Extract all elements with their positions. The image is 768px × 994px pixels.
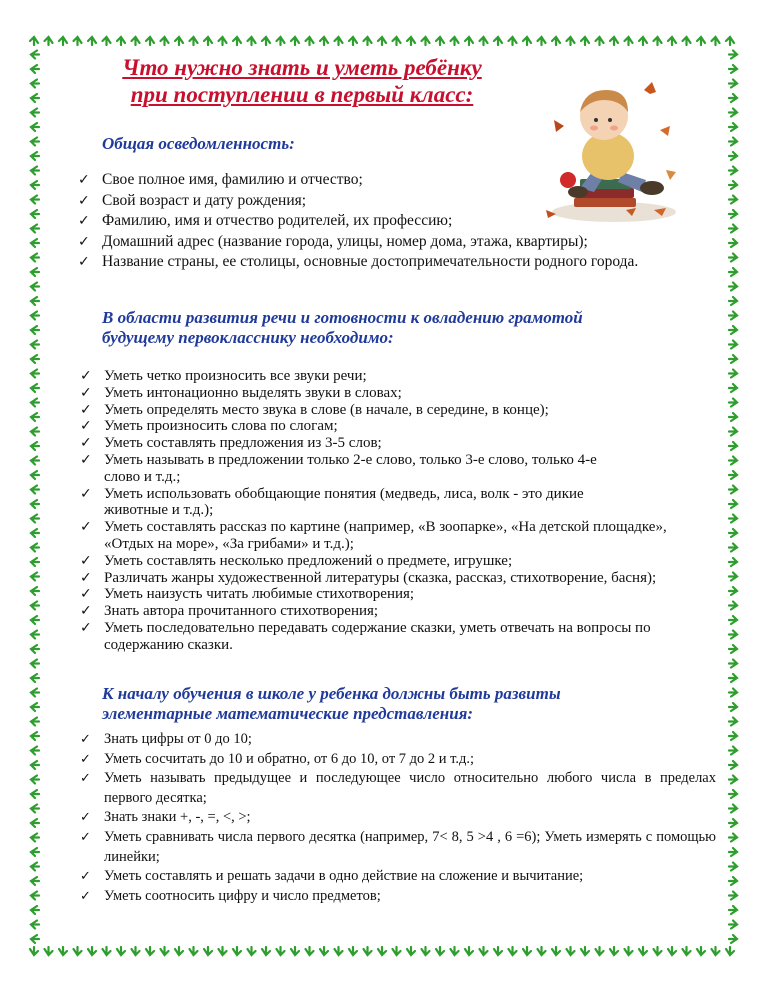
border-tick <box>729 529 737 537</box>
border-tick <box>729 587 737 595</box>
border-tick <box>729 283 737 291</box>
border-tick <box>729 384 737 392</box>
border-tick <box>31 413 39 421</box>
border-tick <box>31 703 39 711</box>
border-tick <box>639 947 647 955</box>
border-tick <box>31 645 39 653</box>
border-tick <box>31 819 39 827</box>
border-tick <box>729 718 737 726</box>
border-tick <box>31 297 39 305</box>
border-tick <box>729 500 737 508</box>
border-tick <box>74 37 82 45</box>
border-tick <box>190 37 198 45</box>
border-tick <box>509 37 517 45</box>
border-tick <box>31 529 39 537</box>
border-tick <box>729 935 737 943</box>
border-tick <box>729 370 737 378</box>
border-tick <box>610 947 618 955</box>
border-tick <box>581 37 589 45</box>
border-tick <box>59 37 67 45</box>
border-tick <box>31 689 39 697</box>
border-tick <box>31 312 39 320</box>
border-tick <box>625 947 633 955</box>
border-tick <box>146 37 154 45</box>
border-tick <box>31 384 39 392</box>
border-tick <box>31 848 39 856</box>
list-item: ✓ Уметь произносить слова по слогам; <box>80 418 338 435</box>
border-tick <box>291 37 299 45</box>
border-tick <box>552 37 560 45</box>
border-tick <box>31 863 39 871</box>
border-tick <box>729 268 737 276</box>
border-tick <box>729 544 737 552</box>
border-tick <box>378 37 386 45</box>
border-tick <box>31 573 39 581</box>
checkmark-icon: ✓ <box>80 869 91 885</box>
list-item: ✓ Уметь соотносить цифру и число предметов; <box>80 887 716 907</box>
border-tick <box>291 947 299 955</box>
speech-development-list <box>80 368 680 654</box>
list-item: ✓ Домашний адрес (название города, улицы, номер дома, этажа, квартиры); <box>78 232 698 253</box>
border-tick <box>668 947 676 955</box>
checkmark-icon: ✓ <box>80 569 92 586</box>
border-tick <box>132 37 140 45</box>
border-tick <box>610 37 618 45</box>
list-item: ✓ Различать жанры художественной литературы (сказка, рассказ, стихотворение, басня); <box>80 569 657 586</box>
border-tick <box>31 225 39 233</box>
border-tick <box>422 947 430 955</box>
border-tick <box>697 37 705 45</box>
border-tick <box>204 37 212 45</box>
border-tick <box>74 947 82 955</box>
border-tick <box>306 947 314 955</box>
border-tick <box>31 500 39 508</box>
checkmark-icon: ✓ <box>80 603 92 620</box>
border-tick <box>729 747 737 755</box>
border-tick <box>31 587 39 595</box>
border-tick <box>712 37 720 45</box>
list-item: ✓ Уметь называть в предложении только 2-е слово, только 3-е слово, только 4-е слово и т.д.; <box>80 451 597 485</box>
section-heading-general-awareness: Общая осведомленность: <box>102 134 295 153</box>
checkmark-icon: ✓ <box>80 368 92 384</box>
border-tick <box>729 558 737 566</box>
border-tick <box>729 225 737 233</box>
border-tick <box>349 947 357 955</box>
border-tick <box>31 80 39 88</box>
border-tick <box>729 892 737 900</box>
border-tick <box>146 947 154 955</box>
border-tick <box>494 37 502 45</box>
border-tick <box>31 138 39 146</box>
list-item: ✓ Уметь четко произносить все звуки речи; <box>80 368 367 384</box>
border-tick <box>335 947 343 955</box>
border-tick <box>393 37 401 45</box>
border-tick <box>31 906 39 914</box>
border-tick <box>712 947 720 955</box>
checkmark-icon: ✓ <box>78 172 90 188</box>
border-tick <box>538 947 546 955</box>
border-tick <box>625 37 633 45</box>
border-tick <box>729 167 737 175</box>
border-tick <box>190 947 198 955</box>
list-item: ✓ Уметь составлять несколько предложений о предмете, игрушке; <box>80 552 513 569</box>
border-tick <box>31 515 39 523</box>
border-tick <box>509 947 517 955</box>
border-tick <box>729 819 737 827</box>
border-tick <box>596 947 604 955</box>
border-tick <box>31 268 39 276</box>
border-tick <box>277 947 285 955</box>
list-item: ✓ Уметь последовательно передавать содержание сказки, уметь отвечать на вопросы по содержанию сказки. <box>80 619 651 653</box>
checkmark-icon: ✓ <box>80 586 92 603</box>
checkmark-icon: ✓ <box>78 233 90 250</box>
border-tick <box>233 947 241 955</box>
border-tick <box>729 442 737 450</box>
checkmark-icon: ✓ <box>80 418 92 435</box>
border-tick <box>436 37 444 45</box>
list-item: ✓ Уметь использовать обобщающие понятия (медведь, лиса, волк - это дикие животные и т.д.); <box>80 485 584 519</box>
border-tick <box>581 947 589 955</box>
border-tick <box>31 239 39 247</box>
border-tick <box>31 935 39 943</box>
border-tick <box>117 947 125 955</box>
list-item: ✓ Знать автора прочитанного стихотворения; <box>80 603 379 620</box>
checkmark-icon: ✓ <box>80 771 91 787</box>
checkmark-icon: ✓ <box>80 829 91 845</box>
border-tick <box>683 37 691 45</box>
border-tick <box>480 947 488 955</box>
border-tick <box>729 65 737 73</box>
border-tick <box>523 37 531 45</box>
list-item: ✓ Уметь определять место звука в слове (в начале, в середине, в конце); <box>80 401 549 418</box>
border-tick <box>175 37 183 45</box>
border-tick <box>248 947 256 955</box>
list-item: ✓ Уметь сравнивать числа первого десятка (например, 7< 8, 5 >4 , 6 =6); Уметь измерять с помощью линейки; <box>80 828 716 865</box>
border-tick <box>567 37 575 45</box>
border-tick <box>393 947 401 955</box>
list-item: ✓ Уметь составлять и решать задачи в одно действие на сложение и вычитание; <box>80 867 716 887</box>
border-tick <box>31 152 39 160</box>
list-item: ✓ Знать цифры от 0 до 10; <box>80 730 716 750</box>
border-tick <box>88 947 96 955</box>
border-tick <box>729 906 737 914</box>
border-tick <box>407 947 415 955</box>
border-tick <box>31 341 39 349</box>
border-tick <box>465 37 473 45</box>
border-tick <box>729 457 737 465</box>
border-tick <box>364 37 372 45</box>
border-tick <box>31 558 39 566</box>
border-tick <box>59 947 67 955</box>
border-tick <box>31 65 39 73</box>
section-heading-speech-development: В области развития речи и готовности к овладению грамотой будущему первокласснику необходимо: <box>102 308 583 347</box>
list-item: ✓ Уметь наизусть читать любимые стихотворения; <box>80 586 415 603</box>
border-tick <box>31 761 39 769</box>
border-tick <box>697 947 705 955</box>
border-tick <box>668 37 676 45</box>
border-tick <box>31 660 39 668</box>
border-tick <box>729 805 737 813</box>
border-tick <box>219 37 227 45</box>
border-tick <box>31 109 39 117</box>
border-tick <box>378 947 386 955</box>
border-tick <box>729 471 737 479</box>
border-tick <box>451 37 459 45</box>
border-tick <box>262 37 270 45</box>
list-item: ✓ Уметь называть предыдущее и последующее число относительно любого числа в пределах первого десятка; <box>80 770 716 806</box>
border-tick <box>31 123 39 131</box>
border-tick <box>132 947 140 955</box>
border-tick <box>30 37 38 45</box>
border-tick <box>729 254 737 262</box>
border-tick <box>161 37 169 45</box>
border-tick <box>726 37 734 45</box>
list-item: ✓ Фамилию, имя и отчество родителей, их профессию; <box>78 211 698 232</box>
border-tick <box>31 674 39 682</box>
border-tick <box>31 486 39 494</box>
border-tick <box>729 602 737 610</box>
border-tick <box>729 94 737 102</box>
border-tick <box>480 37 488 45</box>
border-tick <box>161 947 169 955</box>
border-tick <box>729 761 737 769</box>
border-tick <box>117 37 125 45</box>
border-tick <box>31 326 39 334</box>
border-tick <box>233 37 241 45</box>
checkmark-icon: ✓ <box>80 751 91 767</box>
border-tick <box>729 732 737 740</box>
border-tick <box>729 138 737 146</box>
border-tick <box>31 370 39 378</box>
border-tick <box>729 776 737 784</box>
border-tick <box>306 37 314 45</box>
border-tick <box>729 312 737 320</box>
border-tick <box>31 51 39 59</box>
checkmark-icon: ✓ <box>80 485 92 502</box>
border-tick <box>726 947 734 955</box>
border-tick <box>729 645 737 653</box>
border-tick <box>31 181 39 189</box>
border-tick <box>729 428 737 436</box>
border-tick <box>31 747 39 755</box>
border-tick <box>31 805 39 813</box>
border-tick <box>567 947 575 955</box>
checkmark-icon: ✓ <box>80 519 92 536</box>
border-tick <box>335 37 343 45</box>
border-tick <box>45 947 53 955</box>
list-item: ✓ Знать знаки +, -, =, <, >; <box>80 808 716 828</box>
border-tick <box>31 457 39 465</box>
border-tick <box>552 947 560 955</box>
border-tick <box>219 947 227 955</box>
general-awareness-list <box>78 170 698 273</box>
checkmark-icon: ✓ <box>80 401 92 418</box>
border-tick <box>31 196 39 204</box>
border-tick <box>729 152 737 160</box>
border-tick <box>729 703 737 711</box>
border-tick <box>465 947 473 955</box>
border-tick <box>31 790 39 798</box>
border-tick <box>729 210 737 218</box>
border-tick <box>31 442 39 450</box>
border-tick <box>31 167 39 175</box>
border-tick <box>262 947 270 955</box>
checkmark-icon: ✓ <box>80 552 92 569</box>
border-tick <box>88 37 96 45</box>
border-tick <box>729 486 737 494</box>
list-item: ✓ Уметь составлять рассказ по картине (например, «В зоопарке», «На детской площадке», «Отдых на море», «За грибами» и т.д.); <box>80 519 667 552</box>
border-tick <box>31 877 39 885</box>
border-tick <box>729 326 737 334</box>
checkmark-icon: ✓ <box>80 451 92 468</box>
border-tick <box>729 341 737 349</box>
border-tick <box>31 283 39 291</box>
checkmark-icon: ✓ <box>80 810 91 826</box>
border-tick <box>729 413 737 421</box>
border-tick <box>31 355 39 363</box>
border-tick <box>31 732 39 740</box>
border-tick <box>729 196 737 204</box>
title-line-2: при поступлении в первый класс: <box>130 82 474 107</box>
border-tick <box>407 37 415 45</box>
border-tick <box>31 834 39 842</box>
border-tick <box>45 37 53 45</box>
page-title <box>62 54 542 108</box>
border-tick <box>31 254 39 262</box>
checkmark-icon: ✓ <box>78 192 90 209</box>
border-tick <box>494 947 502 955</box>
border-tick <box>436 947 444 955</box>
border-tick <box>103 947 111 955</box>
border-tick <box>729 674 737 682</box>
border-tick <box>31 210 39 218</box>
border-tick <box>277 37 285 45</box>
border-tick <box>729 123 737 131</box>
list-item: ✓ Уметь сосчитать до 10 и обратно, от 6 до 10, от 7 до 2 и т.д.; <box>80 750 716 770</box>
border-tick <box>31 718 39 726</box>
border-tick <box>422 37 430 45</box>
border-tick <box>683 947 691 955</box>
border-tick <box>729 921 737 929</box>
border-tick <box>31 471 39 479</box>
section-heading-math-concepts: К началу обучения в школе у ребенка должны быть развиты элементарные математические представления: <box>102 684 561 723</box>
border-tick <box>596 37 604 45</box>
border-tick <box>31 399 39 407</box>
border-tick <box>538 37 546 45</box>
border-tick <box>175 947 183 955</box>
border-tick <box>729 689 737 697</box>
border-tick <box>729 616 737 624</box>
border-tick <box>639 37 647 45</box>
border-tick <box>320 947 328 955</box>
border-tick <box>729 573 737 581</box>
checkmark-icon: ✓ <box>80 384 92 401</box>
border-tick <box>729 181 737 189</box>
border-tick <box>31 544 39 552</box>
border-tick <box>729 631 737 639</box>
border-tick <box>31 602 39 610</box>
border-tick <box>204 947 212 955</box>
border-tick <box>729 863 737 871</box>
checkmark-icon: ✓ <box>80 619 92 636</box>
title-line-1: Что нужно знать и уметь ребёнку <box>122 55 482 80</box>
border-tick <box>30 947 38 955</box>
list-item: ✓ Название страны, ее столицы, основные достопримечательности родного города. <box>78 252 698 273</box>
border-tick <box>729 80 737 88</box>
border-tick <box>729 660 737 668</box>
border-tick <box>729 297 737 305</box>
border-tick <box>31 631 39 639</box>
list-item: ✓ Свое полное имя, фамилию и отчество; <box>78 170 698 191</box>
border-tick <box>31 428 39 436</box>
list-item: ✓ Уметь интонационно выделять звуки в словах; <box>80 384 402 401</box>
border-tick <box>729 239 737 247</box>
border-tick <box>349 37 357 45</box>
border-tick <box>31 921 39 929</box>
checkmark-icon: ✓ <box>78 213 90 229</box>
border-tick <box>729 399 737 407</box>
border-tick <box>729 848 737 856</box>
border-tick <box>31 776 39 784</box>
border-tick <box>31 892 39 900</box>
border-tick <box>729 109 737 117</box>
border-tick <box>451 947 459 955</box>
checkmark-icon: ✓ <box>78 254 90 270</box>
checkmark-icon: ✓ <box>80 888 91 904</box>
border-tick <box>320 37 328 45</box>
border-tick <box>729 790 737 798</box>
border-tick <box>31 94 39 102</box>
border-tick <box>729 51 737 59</box>
checkmark-icon: ✓ <box>80 732 91 747</box>
border-tick <box>654 37 662 45</box>
list-item: ✓ Уметь составлять предложения из 3-5 слов; <box>80 435 382 452</box>
border-tick <box>248 37 256 45</box>
border-tick <box>729 355 737 363</box>
border-tick <box>364 947 372 955</box>
list-item: ✓ Свой возраст и дату рождения; <box>78 191 698 212</box>
checkmark-icon: ✓ <box>80 435 92 452</box>
border-tick <box>654 947 662 955</box>
border-tick <box>523 947 531 955</box>
border-tick <box>729 877 737 885</box>
border-tick <box>729 515 737 523</box>
border-tick <box>31 616 39 624</box>
border-tick <box>729 834 737 842</box>
border-tick <box>103 37 111 45</box>
math-concepts-list <box>80 730 716 906</box>
